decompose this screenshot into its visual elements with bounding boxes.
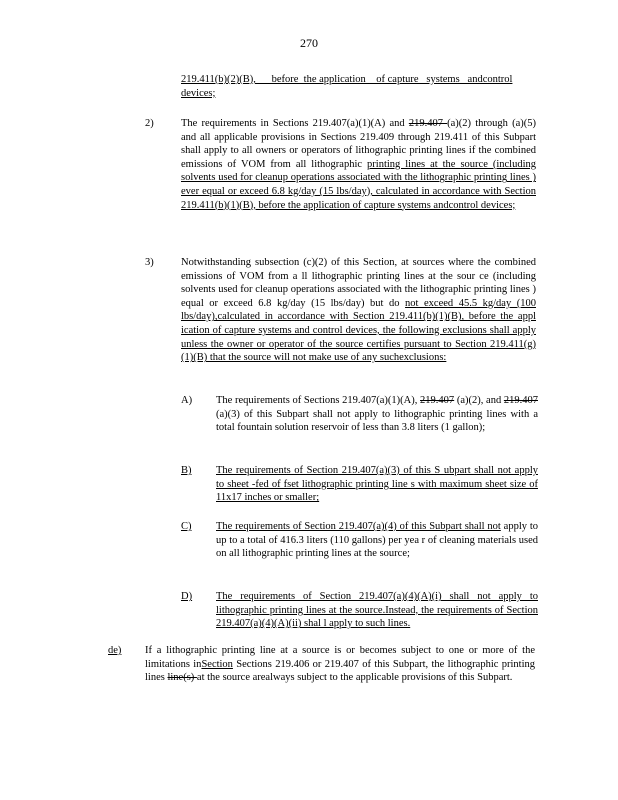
sub-a-struck-1: 219.407 <box>420 395 455 406</box>
item-3-marker: 3) <box>145 257 154 268</box>
sub-b-marker: B) <box>181 465 192 476</box>
sub-a-text-1: The requirements of Sections 219.407(a)(1)(A), <box>216 395 421 406</box>
item-2-paragraph <box>181 117 536 212</box>
sub-b-paragraph: The requirements of Section 219.407(a)(3) of this S ubpart shall not apply to sheet -fed of fset lithographic printing line s with maximum sheet size of 11x17 inches or smaller; <box>216 465 538 504</box>
sub-d-paragraph: The requirements of Section 219.407(a)(4)(A)(i) shall not apply to lithographic printing lines at the source.Instead, the requirements of Section 219.407(a)(4)(A)(ii) shal l apply to such lines. <box>216 591 538 630</box>
carryover-line-1: 219.411(b)(2)(B), before the application of capture systems andcontrol <box>181 74 513 85</box>
item-2-marker: 2) <box>145 118 154 129</box>
sub-a-struck-2: 219.407 <box>503 395 538 406</box>
item-de-paragraph <box>145 644 535 685</box>
item-de-text-3: at the source arealways subject to the applicable provisions of this Subpart. <box>196 672 513 684</box>
item-3-text: Notwithstanding subsection (c)(2) of this Section, at sources where the combined emissions of VOM from a ll lithographic printing lines at the sour ce (including solvents used for cleanup operations associated with the lithographic printing lines ) equal or exceed 6.8 kg/day (15 lbs/day) but do <box>181 257 536 309</box>
item-de-marker-text: de) <box>108 645 122 656</box>
carryover-line-2: devices; <box>181 87 216 99</box>
sub-c-inserted-text: The requirements of Section 219.407(a)(4) of this Subpart shall not <box>216 521 501 532</box>
sub-a-text-2: (a)(2), and <box>454 395 504 406</box>
item-de-text-2: Sections 219.406 or 219.407 of this Subpart, the lithographic printing lines <box>145 658 535 684</box>
sub-c-marker: C) <box>181 521 192 532</box>
item-de-struck-text: line(s) <box>167 672 197 684</box>
item-3-paragraph <box>181 256 536 365</box>
item-de-inserted-section: Section <box>201 658 233 670</box>
sub-a-paragraph <box>216 394 538 435</box>
sub-a-marker: A) <box>181 395 193 406</box>
item-de-text-1: If a lithographic printing line at a source is or becomes subject to one or more of the limitations in <box>145 645 535 670</box>
sub-c-paragraph <box>216 520 538 561</box>
sub-d-marker: D) <box>181 591 193 602</box>
item-3-inserted-text: not exceed 45.5 kg/day (100 lbs/day),calculated in accordance with Section 219.411(b)(1)(B), before the appl ication of capture systems and control devices, the following exclusions shall apply unless the owner or operator of the source certifies pursuant to Section 219.411(g)(1)(B) that the source will not make use of any suchexclusions: <box>181 297 536 364</box>
page-number: 270 <box>300 36 318 50</box>
item-de-marker <box>108 644 121 658</box>
item-2-text-cont: (a)(2) through (a)(5) and all applicable provisions in Sections 219.409 through 219.411 of this Subpart shall apply to all owners or operators of lithographic printing lines if the combined emissions of VOM from all lithographic <box>181 118 536 170</box>
item-2-inserted-text: printing lines at the source (including solvents used for cleanup operations associated with the lithographic printing lines ) ever equal or exceed 6.8 kg/day (15 lbs/day), calculated in accordance with Section 219.411(b)(1)(B), before the application of capture systems andcontrol devices; <box>181 158 536 211</box>
sub-a-text-3: (a)(3) of this Subpart shall not apply to lithographic printing lines with a total fountain solution reservoir of less than 3.8 liters (1 gallon); <box>216 408 538 434</box>
item-2-text: The requirements in Sections 219.407(a)(1)(A) and <box>181 118 409 129</box>
carryover-paragraph <box>181 73 531 100</box>
item-2-struck-text: 219.407 <box>408 118 448 129</box>
sub-c-text: apply to up to a total of 416.3 liters (110 gallons) per yea r of cleaning materials used on all lithographic printing lines at the source; <box>216 521 538 560</box>
